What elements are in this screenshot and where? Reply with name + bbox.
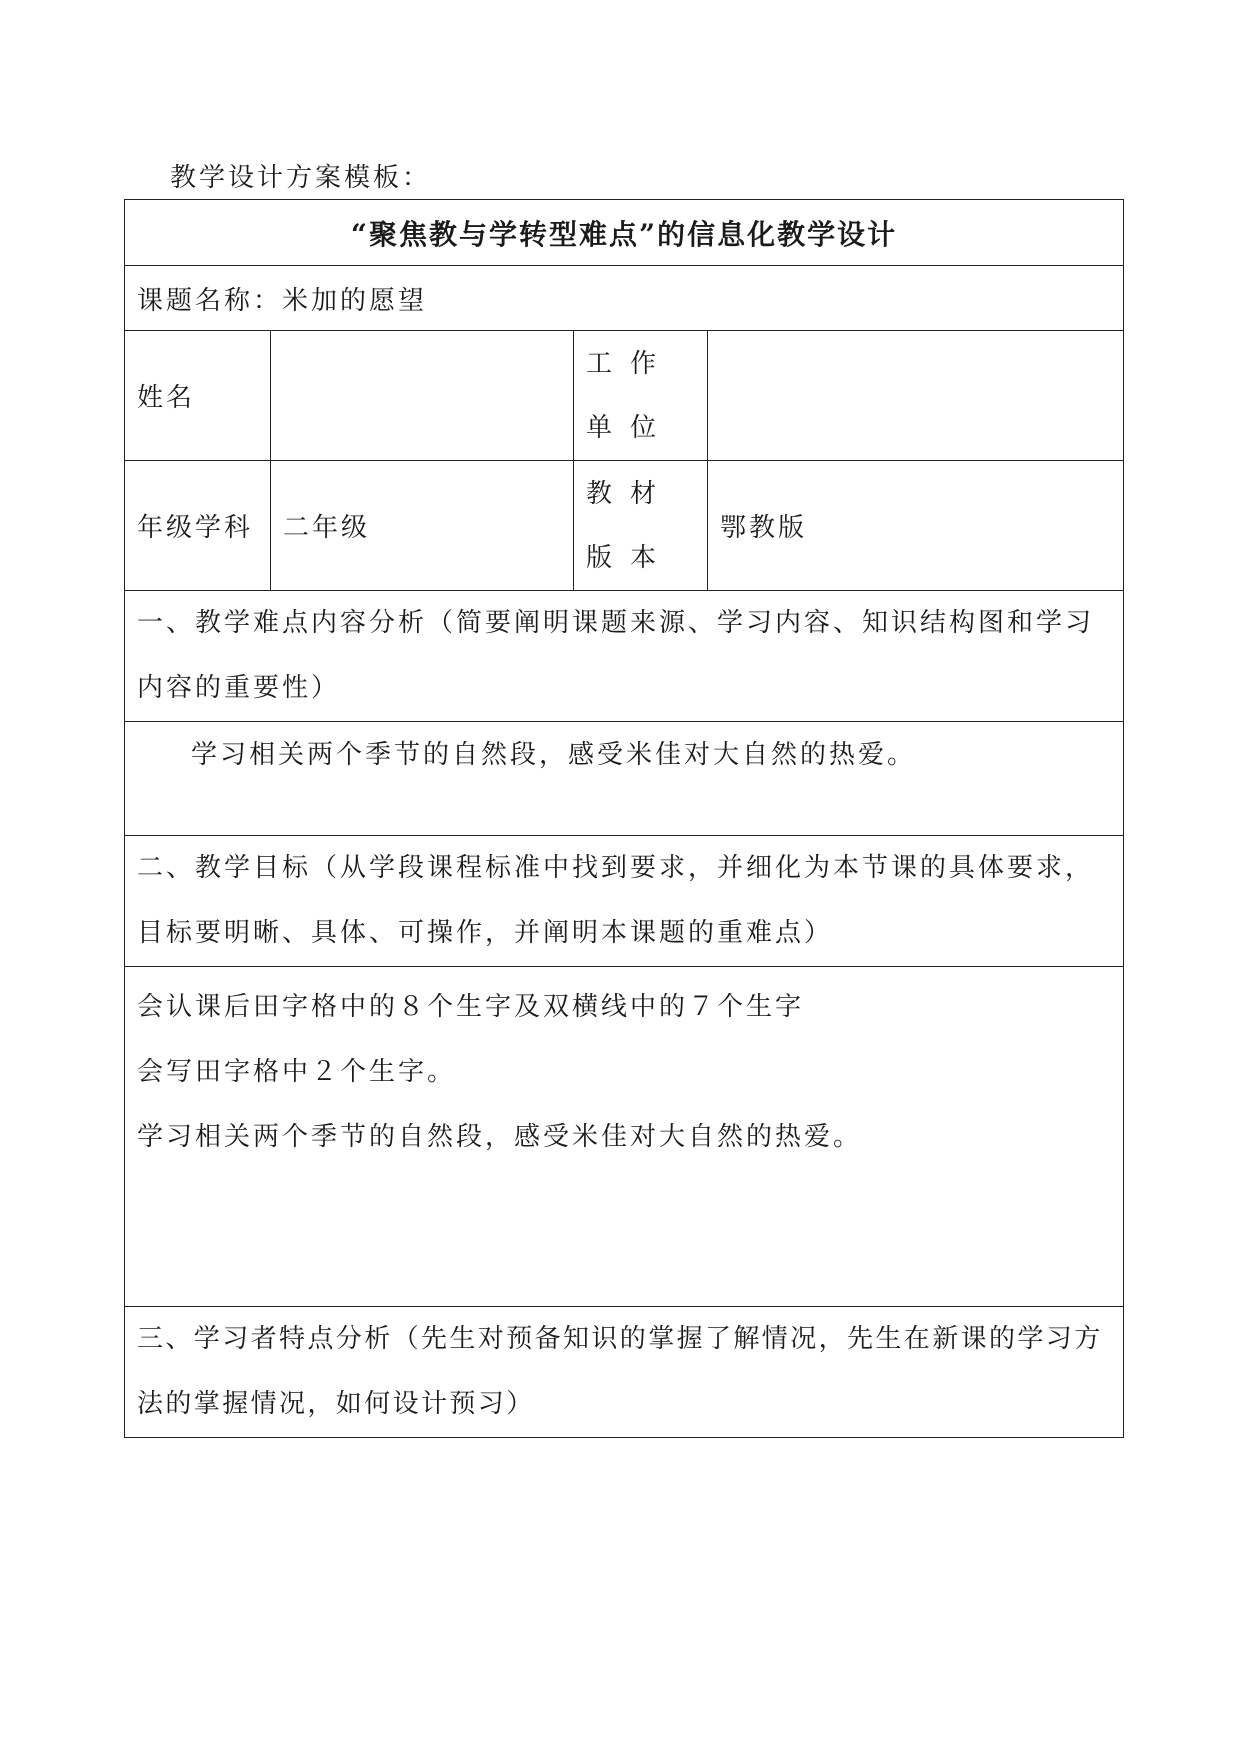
section1-body-row [125, 722, 1124, 836]
work-unit-value-cell[interactable] [708, 331, 1124, 461]
goal-item-1: 会认课后田字格中的８个生字及双横线中的７个生字 [137, 992, 805, 1022]
lesson-design-form [124, 199, 1124, 1438]
section1-heading-row [125, 591, 1124, 722]
grade-value: 二年级 [271, 461, 574, 591]
form-title: “聚焦教与学转型难点”的信息化教学设计 [125, 200, 1124, 266]
section1-heading: 一、教学难点内容分析（简要阐明课题来源、学习内容、知识结构图和学习内容的重要性） [125, 591, 1124, 722]
title-row [125, 200, 1124, 266]
topic-row [125, 266, 1124, 331]
section2-body-row [125, 967, 1124, 1307]
name-value-cell[interactable] [271, 331, 574, 461]
textbook-label: 教材版本 [574, 461, 708, 591]
section2-heading: 二、教学目标（从学段课程标准中找到要求，并细化为本节课的具体要求，目标要明晰、具体、可操作，并阐明本课题的重难点） [125, 836, 1124, 967]
topic-name: 课题名称：米加的愿望 [125, 266, 1124, 331]
grade-label: 年级学科 [125, 461, 271, 591]
goal-item-3: 学习相关两个季节的自然段，感受米佳对大自然的热爱。 [137, 1122, 863, 1152]
section3-heading-row [125, 1307, 1124, 1438]
section1-body: 学习相关两个季节的自然段，感受米佳对大自然的热爱。 [125, 722, 1124, 836]
template-caption: 教学设计方案模板： [170, 163, 432, 193]
goal-item-2: 会写田字格中２个生字。 [137, 1057, 457, 1087]
work-unit-label: 工作单位 [574, 331, 708, 461]
textbook-value: 鄂教版 [708, 461, 1124, 591]
section3-heading: 三、学习者特点分析（先生对预备知识的掌握了解情况，先生在新课的学习方法的掌握情况，如何设计预习） [125, 1307, 1124, 1438]
grade-row [125, 461, 1124, 591]
name-label: 姓名 [125, 331, 271, 461]
name-row [125, 331, 1124, 461]
section2-heading-row [125, 836, 1124, 967]
section2-goals [125, 967, 1124, 1307]
